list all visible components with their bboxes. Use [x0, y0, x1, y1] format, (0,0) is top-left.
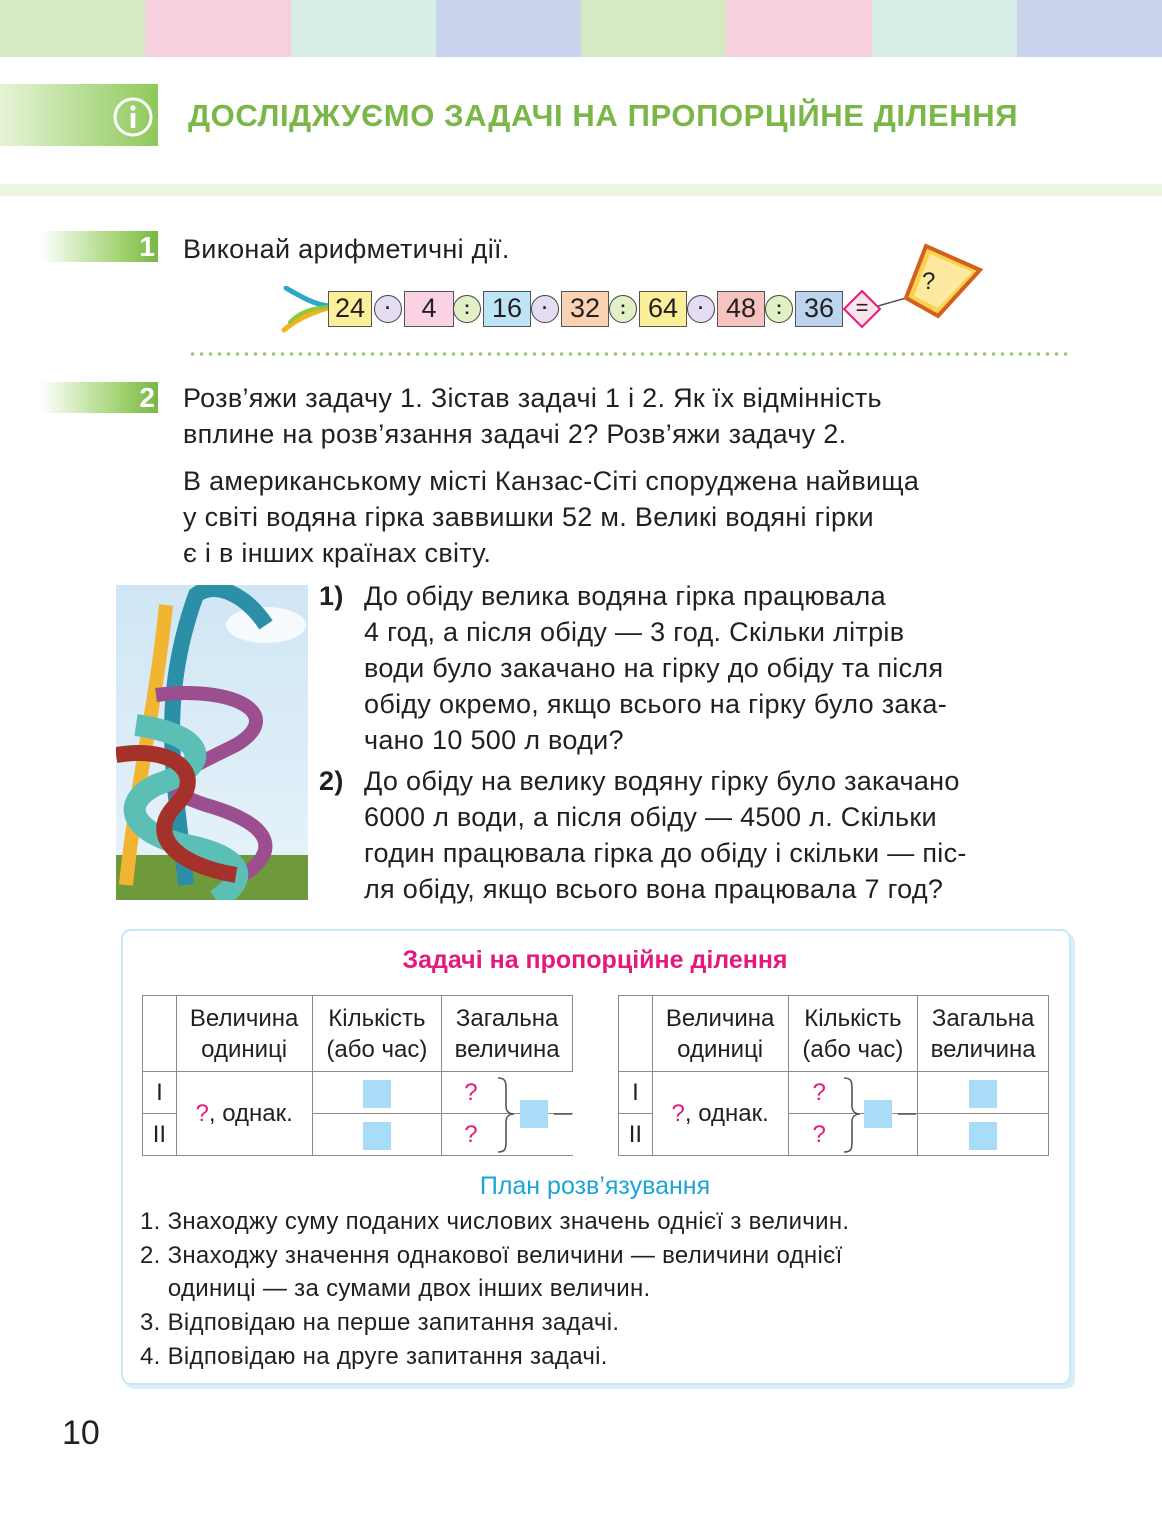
- blank-square: [363, 1122, 391, 1150]
- task-number-tab: [40, 382, 158, 413]
- subtask1-line: чано 10 500 л води?: [364, 725, 624, 755]
- value-cell: [918, 1114, 1049, 1156]
- header-line: Кількість: [328, 1004, 426, 1032]
- subtask2-line: годин працювала гірка до обіду і скільки — піс-: [364, 838, 967, 868]
- number-box: 48: [717, 291, 765, 327]
- number-box: 24: [328, 291, 372, 327]
- plan-step: 4. Відповідаю на друге запитання задачі.: [140, 1343, 608, 1370]
- info-icon: [112, 96, 154, 138]
- question-mark: ?: [671, 1100, 685, 1127]
- header-line: Величина: [189, 1004, 299, 1032]
- brace-icon: [836, 1074, 920, 1156]
- row-label: II: [619, 1114, 653, 1156]
- operator: ·: [687, 295, 715, 323]
- water-slide-illustration: [116, 585, 308, 900]
- operator: ·: [374, 295, 402, 323]
- value-cell: [312, 1114, 442, 1156]
- answer-mark: ?: [922, 268, 936, 295]
- operator: ·: [531, 295, 559, 323]
- plan-step: 2. Знаходжу значення однакової величини — величини однієї: [140, 1242, 843, 1269]
- header-line: Кількість: [804, 1004, 902, 1032]
- subtask2-line: 6000 л води, а після обіду — 4500 л. Скільки: [364, 802, 937, 832]
- equals-sign: =: [855, 295, 869, 320]
- corner-cell: [143, 996, 177, 1072]
- operator: :: [453, 295, 481, 323]
- strip-segment: [291, 0, 436, 57]
- header-cell: [312, 996, 442, 1072]
- page-number: 10: [62, 1414, 100, 1452]
- page-title: ДОСЛІДЖУЄМО ЗАДАЧІ НА ПРОПОРЦІЙНЕ ДІЛЕННЯ: [188, 98, 1019, 133]
- subtask1-line: До обіду велика водяна гірка працювала: [364, 581, 886, 611]
- subtask1-line: 4 год, а після обіду — 3 год. Скільки літрів: [364, 617, 905, 647]
- row-label: I: [619, 1072, 653, 1114]
- header-line: Загальна: [455, 1004, 559, 1032]
- story-line: є і в інших країнах світу.: [183, 538, 492, 568]
- header-line: величина: [930, 1035, 1036, 1063]
- header-line: Загальна: [931, 1004, 1035, 1032]
- subtask2-line: До обіду на велику водяну гірку було закачано: [364, 766, 960, 796]
- header-line: величина: [454, 1035, 560, 1063]
- header-cell: [176, 996, 312, 1072]
- brace-icon: [490, 1074, 574, 1156]
- task2-intro-line: Розв’яжи задачу 1. Зістав задачі 1 і 2. Як їх відмінність: [183, 383, 882, 413]
- question-mark: ?: [464, 1079, 478, 1106]
- strip-segment: [0, 0, 145, 57]
- plan-step: 1. Знаходжу суму поданих числових значень однієї з величин.: [140, 1208, 850, 1235]
- strip-segment: [872, 0, 1017, 57]
- plan-step: одиниці — за сумами двох інших величин.: [140, 1275, 651, 1302]
- subtask-label: 1): [319, 581, 344, 611]
- question-mark: ?: [812, 1121, 826, 1148]
- header-line: (або час): [326, 1035, 428, 1063]
- task-number: 1: [139, 231, 155, 262]
- number-box: 64: [639, 291, 687, 327]
- task2-intro-line: вплине на розв’язання задачі 2? Розв’яжи задачу 2.: [183, 419, 847, 449]
- question-mark: ?: [812, 1079, 826, 1106]
- dotted-separator: [188, 351, 1070, 357]
- strip-segment: [436, 0, 581, 57]
- number-box: 36: [795, 291, 843, 327]
- header-cell: [442, 996, 573, 1072]
- header-line: (або час): [802, 1035, 904, 1063]
- header-cell: [788, 996, 918, 1072]
- number-box: 16: [483, 291, 531, 327]
- header-cell: [918, 996, 1049, 1072]
- same-value-cell: [652, 1072, 788, 1156]
- question-mark: ?: [464, 1121, 478, 1148]
- header-line: Величина: [665, 1004, 775, 1032]
- story-line: В американському місті Канзас-Сіті споруджена найвища: [183, 466, 920, 496]
- strip-segment: [145, 0, 290, 57]
- header-line: одиниці: [677, 1035, 764, 1063]
- story-line: у світі водяна гірка заввишки 52 м. Великі водяні гірки: [183, 502, 874, 532]
- value-cell: [918, 1072, 1049, 1114]
- panel-title: Задачі на пропорційне ділення: [402, 946, 788, 974]
- row-label: I: [143, 1072, 177, 1114]
- same-value-cell: [176, 1072, 312, 1156]
- strip-segment: [726, 0, 871, 57]
- value-cell: [312, 1072, 442, 1114]
- scheme-table-right: [618, 995, 1049, 1156]
- blank-square: [969, 1080, 997, 1108]
- operator: :: [609, 295, 637, 323]
- number-box: 32: [561, 291, 609, 327]
- subtask1-line: обіду окремо, якщо всього на гірку було зака-: [364, 689, 948, 719]
- title-divider: [0, 184, 1162, 196]
- top-color-strip: [0, 0, 1162, 57]
- same-text: , однак.: [684, 1100, 769, 1127]
- plan-title: План розв’язування: [479, 1172, 711, 1200]
- task-number-tab: [40, 231, 158, 262]
- header-line: одиниці: [201, 1035, 288, 1063]
- subtask1-line: води було закачано на гірку до обіду та після: [364, 653, 944, 683]
- subtask-label: 2): [319, 766, 344, 796]
- question-mark: ?: [195, 1100, 209, 1127]
- row-label: II: [143, 1114, 177, 1156]
- task-number: 2: [139, 382, 155, 413]
- blank-square: [969, 1122, 997, 1150]
- operator: :: [765, 295, 793, 323]
- same-text: , однак.: [208, 1100, 293, 1127]
- strip-segment: [581, 0, 726, 57]
- blank-square: [363, 1080, 391, 1108]
- plan-step: 3. Відповідаю на перше запитання задачі.: [140, 1309, 620, 1336]
- corner-cell: [619, 996, 653, 1072]
- header-cell: [652, 996, 788, 1072]
- task1-text: Виконай арифметичні дії.: [183, 234, 510, 264]
- strip-segment: [1017, 0, 1162, 57]
- kite-tail-icon: [278, 286, 330, 334]
- subtask2-line: ля обіду, якщо всього вона працювала 7 год?: [364, 874, 944, 904]
- number-box: 4: [404, 291, 454, 327]
